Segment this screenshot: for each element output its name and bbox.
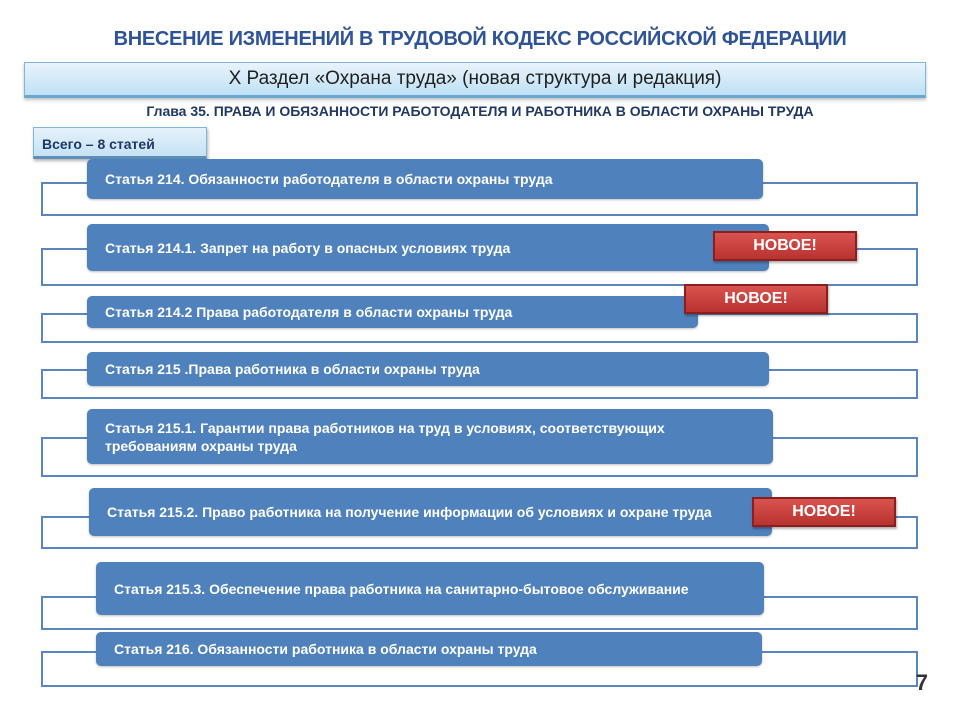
article-item[interactable]: Статья 215.2. Право работника на получение информации об условиях и охране труда [89,488,772,536]
section-banner: X Раздел «Охрана труда» (новая структура и редакция) [24,62,926,98]
new-badge: НОВОЕ! [752,497,896,527]
article-item[interactable]: Статья 215.3. Обеспечение права работника на санитарно-бытовое обслуживание [96,562,764,615]
article-item[interactable]: Статья 214.2 Права работодателя в области охраны труда [87,296,698,328]
article-item[interactable]: Статья 216. Обязанности работника в области охраны труда [96,632,762,666]
article-item[interactable]: Статья 214.1. Запрет на работу в опасных условиях труда [87,224,769,271]
total-articles-label: Всего – 8 статей [33,127,207,159]
new-badge: НОВОЕ! [713,231,857,261]
article-item[interactable]: Статья 215 .Права работника в области охраны труда [87,352,769,386]
article-item[interactable]: Статья 215.1. Гарантии права работников на труд в условиях, соответствующих требованиям охраны труда [87,409,773,464]
slide-title: ВНЕСЕНИЕ ИЗМЕНЕНИЙ В ТРУДОВОЙ КОДЕКС РОССИЙСКОЙ ФЕДЕРАЦИИ [113,28,847,50]
page-number: 7 [915,670,928,695]
new-badge: НОВОЕ! [684,284,828,314]
article-item[interactable]: Статья 214. Обязанности работодателя в области охраны труда [87,159,763,199]
chapter-heading: Глава 35. ПРАВА И ОБЯЗАННОСТИ РАБОТОДАТЕЛЯ И РАБОТНИКА В ОБЛАСТИ ОХРАНЫ ТРУДА [146,103,814,119]
